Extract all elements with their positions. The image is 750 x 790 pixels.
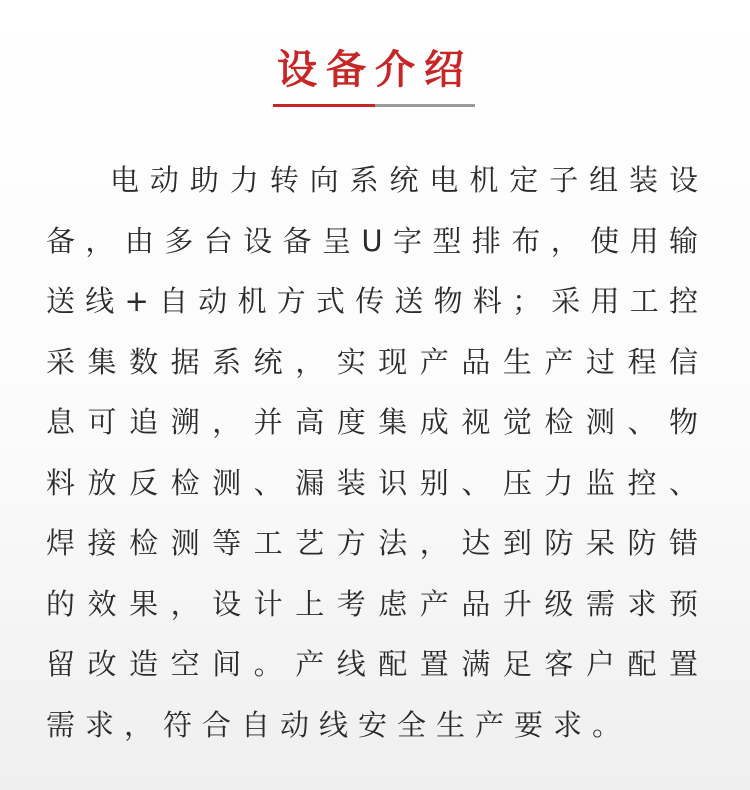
section-title: 设备介绍 xyxy=(277,47,473,93)
title-underline xyxy=(273,104,475,107)
description-paragraph: 电动助力转向系统电机定子组装设备，由多台设备呈U字型排布，使用输送线+自动机方式传送物料；采用工控采集数据系统，实现产品生产过程信息可追溯，并高度集成视觉检测、物料放反检测、漏装识别、压力监控、焊接检测等工艺方法，达到防呆防错的效果，设计上考虑产品升级需求预留改造空间。产线配置满足客户配置需求，符合自动线安全生产要求。 xyxy=(46,163,708,742)
title-underline-accent xyxy=(273,104,375,107)
title-underline-muted xyxy=(375,104,475,107)
